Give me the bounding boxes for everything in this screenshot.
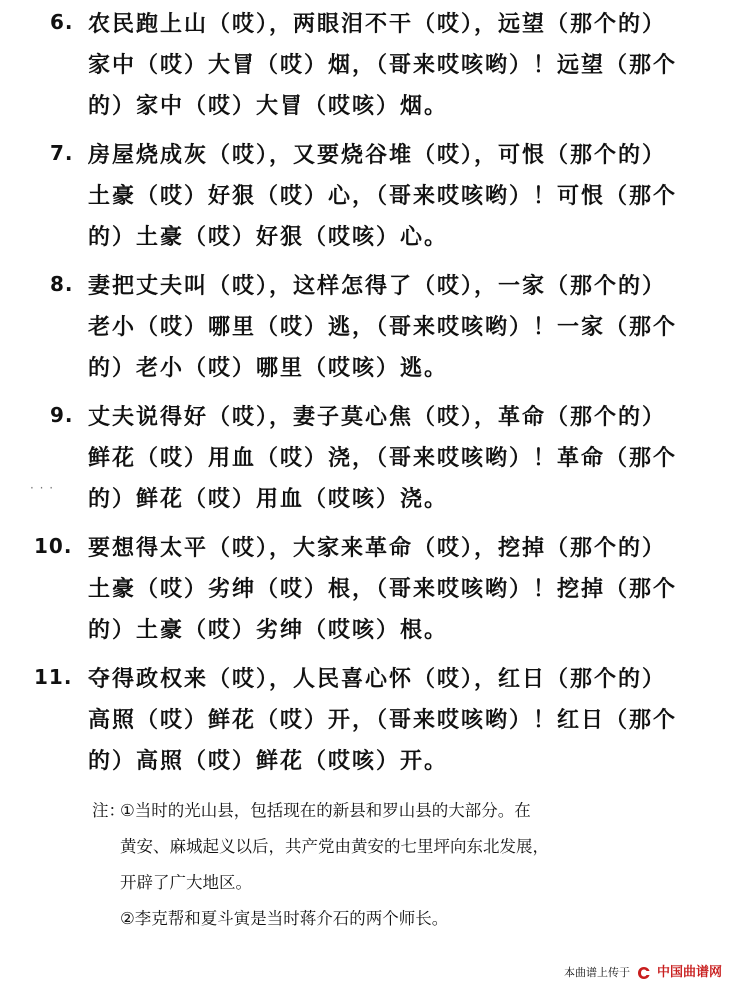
footnotes [92,793,712,937]
verse-line: 的）高照（哎）鲜花（哎咳）开。 [88,749,449,774]
verse-number: 7. [50,141,74,165]
verse-number: 10. [34,534,73,558]
lyrics-verses [0,4,750,790]
verse-line: 高照（哎）鲜花（哎）开，（哥来哎咳哟）！红日（那个 [88,708,678,733]
scan-mark: · · · [30,481,55,495]
upload-source-text: 本曲谱上传于 [564,966,630,979]
verse-line: 要想得太平（哎），大家来革命（哎），挖掉（那个的） [88,536,667,561]
verse-line: 鲜花（哎）用血（哎）浇，（哥来哎咳哟）！革命（那个 [88,446,678,471]
footnote-text: 开辟了广大地区。 [120,873,252,892]
verse-line: 土豪（哎）好狠（哎）心，（哥来哎咳哟）！可恨（那个 [88,184,678,209]
verse-line: 的）家中（哎）大冒（哎咳）烟。 [88,94,449,119]
verse-7 [0,135,750,258]
verse-line: 丈夫说得好（哎），妻子莫心焦（哎），革命（那个的） [88,405,667,430]
footnote-2-line [92,901,712,937]
verse-number: 9. [50,403,74,427]
footnote-1-line [92,829,712,865]
site-logo-icon [637,966,651,980]
footnote-label: 注： [92,801,125,820]
verse-line: 的）鲜花（哎）用血（哎咳）浇。 [88,487,449,512]
verse-line: 家中（哎）大冒（哎）烟，（哥来哎咳哟）！远望（那个 [88,53,678,78]
verse-6 [0,4,750,127]
footnote-1-line [92,793,712,829]
verse-line: 房屋烧成灰（哎），又要烧谷堆（哎），可恨（那个的） [88,143,667,168]
verse-line: 妻把丈夫叫（哎），这样怎得了（哎），一家（那个的） [88,274,667,299]
verse-line: 的）土豪（哎）劣绅（哎咳）根。 [88,618,449,643]
verse-line: 土豪（哎）劣绅（哎）根，（哥来哎咳哟）！挖掉（那个 [88,577,678,602]
verse-9 [0,397,750,520]
footnote-text: ②李克帮和夏斗寅是当时蒋介石的两个师长。 [120,909,449,928]
verse-11 [0,659,750,782]
footnote-text: ①当时的光山县，包括现在的新县和罗山县的大部分。在 [120,801,531,820]
verse-number: 8. [50,272,74,296]
verse-line: 农民跑上山（哎），两眼泪不干（哎），远望（那个的） [88,12,667,37]
verse-number: 11. [34,665,73,689]
verse-line: 的）老小（哎）哪里（哎咳）逃。 [88,356,449,381]
verse-line: 老小（哎）哪里（哎）逃，（哥来哎咳哟）！一家（那个 [88,315,678,340]
verse-line: 的）土豪（哎）好狠（哎咳）心。 [88,225,449,250]
verse-8 [0,266,750,389]
footnote-1-line [92,865,712,901]
watermark-footer [564,961,722,980]
verse-line: 夺得政权来（哎），人民喜心怀（哎），红日（那个的） [88,667,667,692]
site-brand[interactable]: 中国曲谱网 [657,965,723,980]
verse-number: 6. [50,10,74,34]
footnote-text: 黄安、麻城起义以后，共产党由黄安的七里坪向东北发展， [120,837,549,856]
verse-10 [0,528,750,651]
